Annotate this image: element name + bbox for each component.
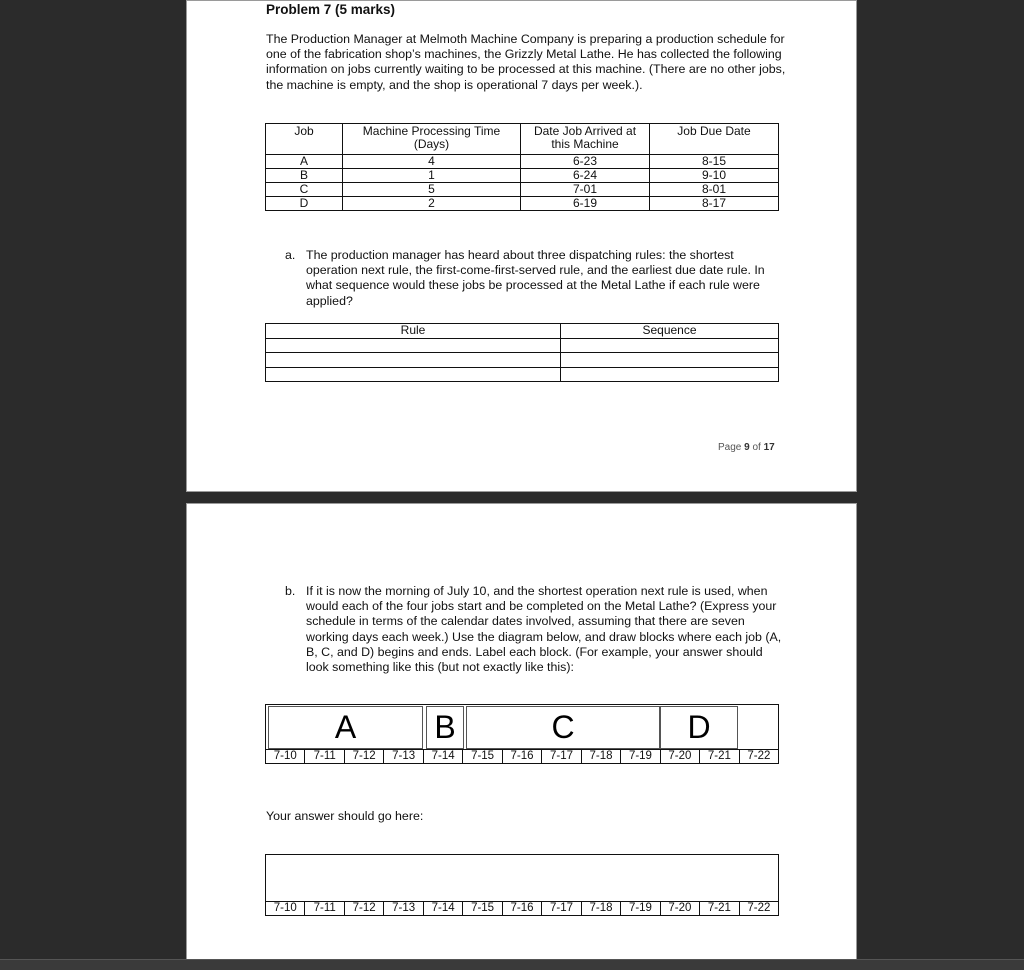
date-label: 7-19 [621, 902, 660, 915]
date-label: 7-14 [424, 750, 463, 763]
date-label: 7-15 [463, 750, 502, 763]
problem-intro: The Production Manager at Melmoth Machine Company is preparing a production schedule for one of the fabrication shop’s machines, the Grizzly Metal Lathe. He has collected the following information on jobs currently waiting to be processed at this machine. (There are no other jobs, the machine is empty, and the shop is operational 7 days per week.). [266, 32, 786, 92]
answer-label: Your answer should go here: [266, 809, 424, 823]
date-label: 7-17 [542, 902, 581, 915]
viewer-bottom-bar [0, 959, 1024, 970]
date-label: 7-13 [384, 902, 423, 915]
rule-cell[interactable] [266, 338, 561, 353]
date-label: 7-11 [305, 902, 344, 915]
answer-gantt-chart[interactable] [265, 854, 779, 916]
example-block-b: B [426, 706, 464, 749]
question-a-label: a. [285, 248, 296, 262]
cell-job: B [266, 169, 343, 183]
problem-title: Problem 7 (5 marks) [266, 2, 396, 17]
sequence-cell[interactable] [561, 367, 779, 382]
cell-job: C [266, 183, 343, 197]
cell-due: 8-17 [650, 197, 779, 211]
table-row [266, 338, 779, 353]
date-label: 7-12 [345, 750, 384, 763]
date-label: 7-17 [542, 750, 581, 763]
cell-job: D [266, 197, 343, 211]
cell-time: 1 [343, 169, 521, 183]
date-label: 7-13 [384, 750, 423, 763]
example-block-a: A [268, 706, 423, 749]
table-row [266, 367, 779, 382]
rule-sequence-table [265, 323, 779, 382]
cell-job: A [266, 155, 343, 169]
cell-arrived: 6-23 [521, 155, 650, 169]
table-row [266, 353, 779, 368]
date-label: 7-20 [661, 750, 700, 763]
table-row [266, 183, 779, 197]
date-label: 7-12 [345, 902, 384, 915]
cell-arrived: 6-19 [521, 197, 650, 211]
date-label: 7-22 [747, 750, 771, 762]
table-row [266, 169, 779, 183]
question-a-text: The production manager has heard about three dispatching rules: the shortest operation next rule, the first-come-first-served rule, and the earliest due date rule. In what sequence would these jobs be processed at the Metal Lathe if each rule were applied? [306, 248, 765, 308]
date-label: 7-11 [305, 750, 344, 763]
question-a [285, 248, 785, 309]
cell-time: 5 [343, 183, 521, 197]
date-label: 7-14 [424, 902, 463, 915]
answer-date-axis [266, 901, 778, 915]
example-block-d: D [660, 706, 738, 749]
example-gantt-chart [265, 704, 779, 764]
header-sequence: Sequence [561, 324, 779, 339]
header-job: Job [266, 124, 343, 155]
rule-cell[interactable] [266, 353, 561, 368]
date-label: 7-22 [747, 902, 771, 914]
date-label: 7-21 [700, 902, 739, 915]
cell-due: 8-01 [650, 183, 779, 197]
date-label: 7-10 [266, 750, 305, 763]
date-label: 7-21 [700, 750, 739, 763]
header-processing-time: Machine Processing Time (Days) [343, 124, 521, 155]
date-label: 7-18 [582, 902, 621, 915]
table-row [266, 197, 779, 211]
question-b [285, 584, 785, 675]
example-date-axis [266, 749, 778, 763]
document-page-10 [186, 503, 857, 970]
table-row [266, 155, 779, 169]
cell-due: 9-10 [650, 169, 779, 183]
header-arrival-date: Date Job Arrived at this Machine [521, 124, 650, 155]
document-page-9 [186, 0, 857, 492]
date-label: 7-20 [661, 902, 700, 915]
date-label: 7-16 [503, 750, 542, 763]
question-b-text: If it is now the morning of July 10, and the shortest operation next rule is used, when would each of the four jobs start and be completed on the Metal Lathe? (Express your schedule in terms of the calendar dates involved, assuming that there are seven working days each week.) Use the diagram below, and draw blocks where each job (A, B, C, and D) begins and ends. Label each block. (For example, your answer should look something like this (but not exactly like this): [306, 584, 782, 675]
page-number: Page 9 of 17 [718, 442, 775, 453]
date-label: 7-16 [503, 902, 542, 915]
cell-arrived: 7-01 [521, 183, 650, 197]
header-rule: Rule [266, 324, 561, 339]
header-due-date: Job Due Date [650, 124, 779, 155]
date-label: 7-18 [582, 750, 621, 763]
date-label: 7-19 [621, 750, 660, 763]
sequence-cell[interactable] [561, 353, 779, 368]
cell-time: 4 [343, 155, 521, 169]
date-label: 7-15 [463, 902, 502, 915]
rule-cell[interactable] [266, 367, 561, 382]
cell-arrived: 6-24 [521, 169, 650, 183]
jobs-table [265, 123, 779, 211]
cell-time: 2 [343, 197, 521, 211]
question-b-label: b. [285, 584, 296, 598]
sequence-cell[interactable] [561, 338, 779, 353]
cell-due: 8-15 [650, 155, 779, 169]
example-block-c: C [466, 706, 660, 749]
date-label: 7-10 [266, 902, 305, 915]
